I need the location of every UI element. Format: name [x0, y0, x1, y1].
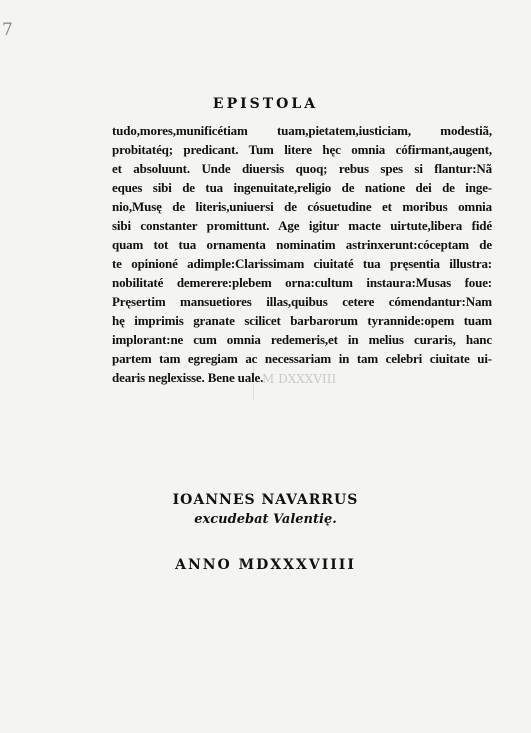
colophon-printer: IOANNES NAVARRUS — [172, 492, 359, 508]
body-line: sibi constanter promittunt. Age igitur macte uirtute,libera fidé — [112, 218, 492, 233]
body-line: nio,Musę de literis,uniuersi de cósuetudine et moribus omnia — [112, 199, 492, 214]
body-line: probitatéq; predicant. Tum litere hęc omnia cófirmant,augent, — [112, 142, 492, 157]
body-line: Pręsertim mansuetiores illas,quibus cetere cómendantur:Nam — [112, 294, 492, 309]
body-line: implorant:ne cum omnia redemeris,et in melius curaris, hanc — [112, 332, 492, 347]
body-line: partem tam egregiam ac necessariam in tam celebri ciuitate ui- — [112, 351, 492, 366]
body-line: te opinioné adimple:Clarissimam ciuitaté tua pręsentia illustra: — [112, 256, 492, 271]
heading: EPISTOLA — [212, 96, 319, 112]
page-number: 7 — [2, 20, 13, 40]
body-line: et absoluunt. Unde diuersis quoq; rebus spes si flantur:Nã — [112, 161, 492, 176]
body-line: hę imprimis granate scilicet barbarorum tyrannide:opem tuam — [112, 313, 492, 328]
body-line: tudo,mores,munificétiam tuam,pietatem,iusticiam, modestiã, — [112, 123, 492, 138]
body-line: eques sibi de tua ingenuitate,religio de natione dei de inge- — [112, 180, 492, 195]
colophon-place: excudebat Valentię. — [194, 512, 337, 527]
body-line: nobilitaté demerere:plebem orna:cultum instaura:Musas foue: — [112, 275, 492, 290]
body-line: quam tot tua ornamenta nominatim astrinxerunt:cóceptam de — [112, 237, 492, 252]
colophon-year: ANNO MDXXXVIIII — [175, 557, 356, 573]
body-line: dearis neglexisse. Bene uale. — [112, 370, 264, 385]
bleed-through-text: M DXXXVIII — [262, 372, 337, 386]
letter-body — [112, 121, 492, 387]
